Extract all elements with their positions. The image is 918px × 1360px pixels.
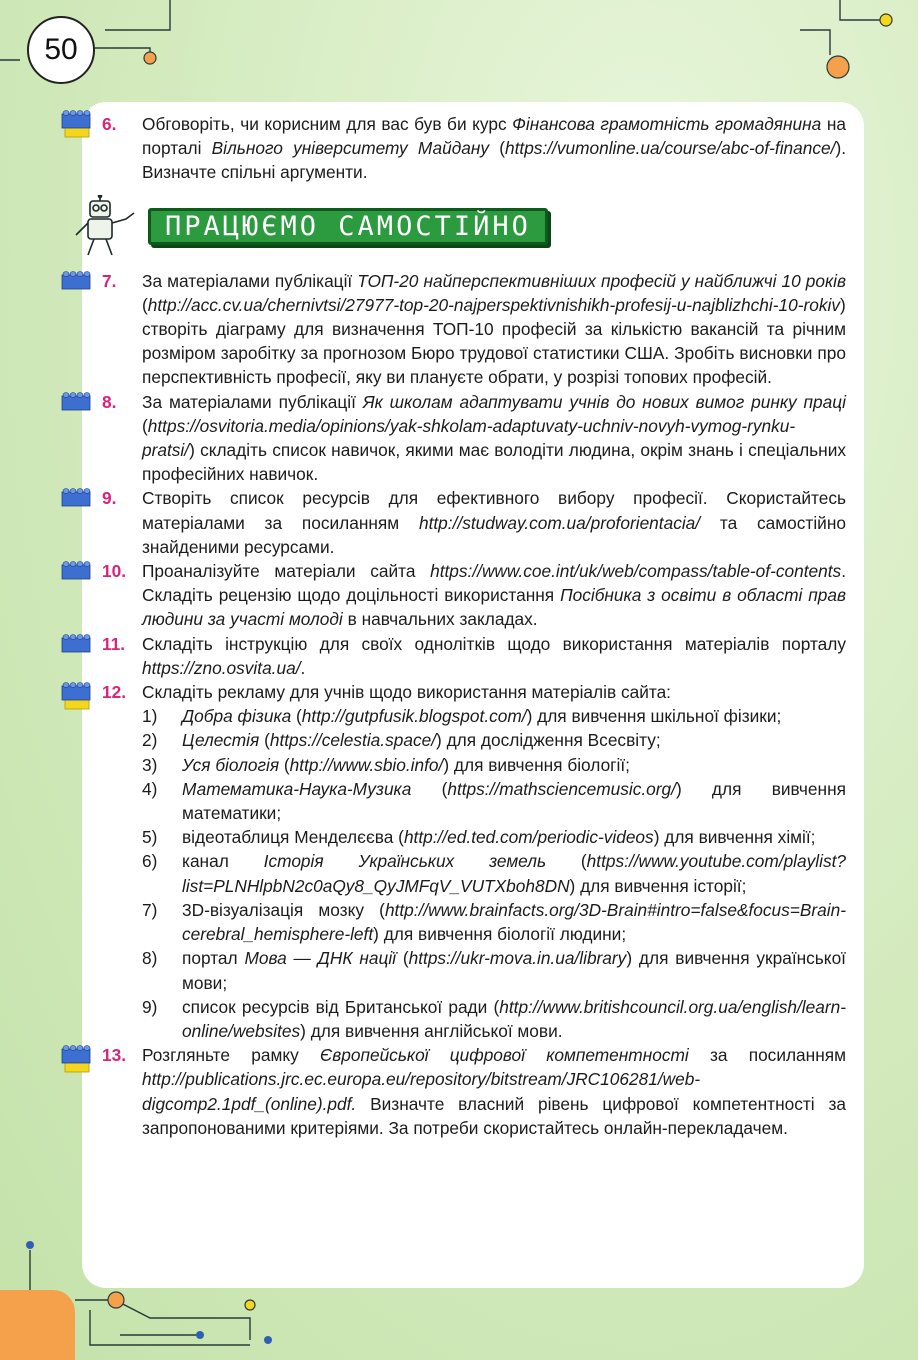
text: Визначте власний рівень цифрової компетентності за запропонованими критеріями. За потреби скористайтесь онлайн-перекладачем. bbox=[142, 1093, 846, 1138]
task-text bbox=[142, 680, 846, 704]
subitem-number: 5) bbox=[142, 827, 158, 848]
text: ( bbox=[291, 706, 302, 727]
corner-tab bbox=[0, 1290, 75, 1360]
text: ( bbox=[142, 294, 148, 315]
subitem-text bbox=[182, 995, 846, 1043]
task-number: 6. bbox=[102, 114, 117, 134]
subitem-text bbox=[182, 728, 846, 752]
text: Проаналізуйте матеріали сайта bbox=[142, 561, 431, 582]
italic-text: https://celestia.space/ bbox=[269, 730, 437, 751]
text: Розгляньте рамку bbox=[142, 1045, 320, 1066]
text: За матеріалами публікації bbox=[142, 270, 358, 291]
italic-text: https://zno.osvita.ua/ bbox=[142, 657, 301, 678]
text: Обговоріть, чи корисним для вас був би курс bbox=[142, 114, 513, 134]
italic-text: http://publications.jrc.ec.europa.eu/repository/bitstream/JRC106281/web-digcomp2.1pdf_(online).pdf. bbox=[142, 1069, 701, 1114]
italic-text: Добра фізика bbox=[182, 706, 292, 727]
task-11 bbox=[102, 632, 846, 680]
italic-text: http://studway.com.ua/proforientacia/ bbox=[418, 512, 701, 533]
italic-text: Як школам адаптувати учнів до нових вимог ринку праці bbox=[362, 391, 846, 412]
italic-text: https://mathsciencemusic.org/ bbox=[447, 778, 676, 799]
subitem-number: 8) bbox=[142, 948, 158, 969]
subitem bbox=[102, 995, 846, 1043]
text: ) складіть список навичок, якими має володіти людина, окрім знань і спеціальних професійних навичок. bbox=[142, 440, 846, 485]
subitem-number: 4) bbox=[142, 778, 158, 799]
text: за посиланням bbox=[688, 1045, 846, 1066]
lego-block-icon bbox=[60, 106, 94, 140]
task-text bbox=[142, 269, 846, 390]
task-6 bbox=[102, 112, 846, 185]
text: ( bbox=[411, 778, 448, 799]
italic-text: Історія Українських земель bbox=[263, 851, 547, 872]
task-text bbox=[142, 632, 846, 680]
text: ) для вивчення математики; bbox=[182, 778, 846, 824]
subitem-number: 2) bbox=[142, 730, 158, 751]
task-number: 12. bbox=[102, 682, 127, 703]
text: ) створіть діаграму для визначення ТОП-10 професій за кількістю вакансій та річним розміром заробітку за прогнозом Бюро трудової статистики США. Зробіть висновки про перспективність професії, яку ви плануєте обрати, у розрізі топових професій. bbox=[142, 294, 846, 388]
task-text bbox=[142, 112, 846, 185]
task-9 bbox=[102, 486, 846, 559]
lego-block-icon bbox=[60, 630, 94, 664]
lego-block-icon bbox=[60, 267, 94, 301]
section-banner bbox=[72, 199, 846, 255]
italic-text: http://www.britishcouncil.org.ua/english/learn-online/websites bbox=[182, 996, 846, 1041]
subitem-number: 9) bbox=[142, 996, 158, 1017]
task-12 bbox=[102, 680, 846, 704]
italic-text: Посібника з освіти в області прав людини за участі молоді bbox=[142, 585, 847, 630]
robot-icon bbox=[72, 195, 142, 259]
text: ) для вивчення біології людини; bbox=[373, 924, 627, 945]
lego-block-icon bbox=[60, 1041, 94, 1075]
text: ) для вивчення англійської мови. bbox=[300, 1020, 563, 1041]
text: 3D-візуалізація мозку ( bbox=[182, 899, 385, 920]
subitem bbox=[102, 704, 846, 728]
italic-text: ТОП-20 найперспективніших професій у найближчі 10 років bbox=[357, 270, 846, 291]
lego-block-icon bbox=[60, 557, 94, 591]
banner-label: ПРАЦЮЄМО САМОСТІЙНО bbox=[148, 208, 548, 245]
subitem-text bbox=[182, 946, 846, 994]
subitem bbox=[102, 946, 846, 994]
text: Складіть інструкцію для своїх однолітків щодо використання матеріалів порталу bbox=[142, 633, 846, 654]
italic-text: http://gutpfusik.blogspot.com/ bbox=[301, 706, 527, 727]
task-number: 11. bbox=[102, 633, 126, 654]
task-text bbox=[142, 390, 846, 487]
text: ) для вивчення біології; bbox=[443, 754, 630, 775]
text: Створіть список ресурсів для ефективного вибору професії. Скористайтесь матеріалами за посиланням bbox=[142, 488, 846, 533]
subitem-number: 7) bbox=[142, 899, 158, 920]
subitem bbox=[102, 728, 846, 752]
text: ( bbox=[489, 138, 505, 159]
italic-text: http://acc.cv.ua/chernivtsi/27977-top-20-najperspektivnishikh-profesij-u-najblizhchi-10-rokiv bbox=[147, 294, 840, 315]
italic-text: http://www.brainfacts.org/3D-Brain#intro=false&focus=Brain-cerebral_hemisphere-left bbox=[182, 899, 846, 945]
text: ) для вивчення хімії; bbox=[653, 827, 816, 848]
italic-text: https://vumonline.ua/course/abc-of-finance/ bbox=[504, 138, 836, 159]
task-text bbox=[142, 486, 846, 559]
subitem-text bbox=[182, 777, 846, 825]
text: ). Визначте спільні аргументи. bbox=[142, 138, 846, 183]
task-number: 10. bbox=[102, 561, 127, 582]
task-number: 8. bbox=[102, 391, 117, 412]
text: ( bbox=[259, 730, 270, 751]
text: список ресурсів від Британської ради ( bbox=[182, 996, 500, 1017]
subitem-text bbox=[182, 753, 846, 777]
italic-text: Фінансова грамотність громадянина bbox=[512, 114, 822, 134]
italic-text: Целестія bbox=[182, 730, 260, 751]
page-number: 50 bbox=[27, 16, 95, 84]
text: в навчальних закладах. bbox=[342, 609, 538, 630]
text: ( bbox=[279, 754, 290, 775]
subitem bbox=[102, 825, 846, 849]
text: ( bbox=[396, 948, 409, 969]
task-13 bbox=[102, 1043, 846, 1140]
text: За матеріалами публікації bbox=[142, 391, 363, 412]
italic-text: https://osvitoria.media/opinions/yak-shkolam-adaptuvaty-uchniv-novyh-vymog-rynku-pratsi/ bbox=[142, 415, 796, 461]
text: Складіть рекламу для учнів щодо використання матеріалів сайта: bbox=[142, 682, 671, 703]
subitem-text bbox=[182, 704, 846, 728]
subitem bbox=[102, 777, 846, 825]
subitem-number: 3) bbox=[142, 754, 158, 775]
task-10 bbox=[102, 559, 846, 632]
subitem-text bbox=[182, 825, 846, 849]
italic-text: https://ukr-mova.in.ua/library bbox=[408, 948, 627, 969]
text: ) для вивчення історії; bbox=[569, 875, 747, 896]
text: ( bbox=[546, 851, 587, 872]
task-number: 9. bbox=[102, 488, 117, 509]
task-text bbox=[142, 559, 846, 632]
lego-block-icon bbox=[60, 678, 94, 712]
task-7 bbox=[102, 269, 846, 390]
task-text bbox=[142, 1043, 846, 1140]
italic-text: Мова — ДНК нації bbox=[244, 948, 397, 969]
task-number: 7. bbox=[102, 270, 117, 291]
subitem-number: 1) bbox=[142, 706, 158, 727]
subitem-number: 6) bbox=[142, 851, 158, 872]
task-8 bbox=[102, 390, 846, 487]
text: канал bbox=[182, 851, 264, 872]
subitem bbox=[102, 849, 846, 897]
task-number: 13. bbox=[102, 1045, 127, 1066]
lego-block-icon bbox=[60, 388, 94, 422]
subitem-text bbox=[182, 849, 846, 897]
text: . bbox=[300, 657, 306, 678]
text: . Складіть рецензію щодо доцільності використання bbox=[142, 561, 846, 606]
italic-text: https://www.coe.int/uk/web/compass/table-of-contents bbox=[430, 561, 842, 582]
italic-text: http://ed.ted.com/periodic-videos bbox=[403, 827, 654, 848]
italic-text: Уся біологія bbox=[182, 754, 280, 775]
text: ) для дослідження Всесвіту; bbox=[436, 730, 661, 751]
text: на порталі bbox=[142, 114, 846, 159]
italic-text: Вільного університету Майдану bbox=[211, 138, 490, 159]
italic-text: Європейської цифрової компетентності bbox=[319, 1045, 689, 1066]
text: та самостійно знайденими ресурсами. bbox=[142, 512, 846, 557]
subitem bbox=[102, 753, 846, 777]
subitem-text bbox=[182, 898, 846, 946]
text: ( bbox=[142, 415, 148, 436]
lego-block-icon bbox=[60, 484, 94, 518]
subitem bbox=[102, 898, 846, 946]
task-list bbox=[102, 112, 846, 1140]
text: відеотаблиця Менделєєва ( bbox=[182, 827, 404, 848]
text: портал bbox=[182, 948, 245, 969]
italic-text: Математика-Наука-Музика bbox=[182, 778, 412, 799]
subitem-list bbox=[102, 704, 846, 1043]
text: ) для вивчення шкільної фізики; bbox=[526, 706, 782, 727]
italic-text: http://www.sbio.info/ bbox=[289, 754, 444, 775]
text: ) для вивчення української мови; bbox=[182, 948, 846, 993]
italic-text: https://www.youtube.com/playlist?list=PLNHlpbN2c0aQy8_QyJMFqV_VUTXboh8DN bbox=[182, 851, 847, 896]
